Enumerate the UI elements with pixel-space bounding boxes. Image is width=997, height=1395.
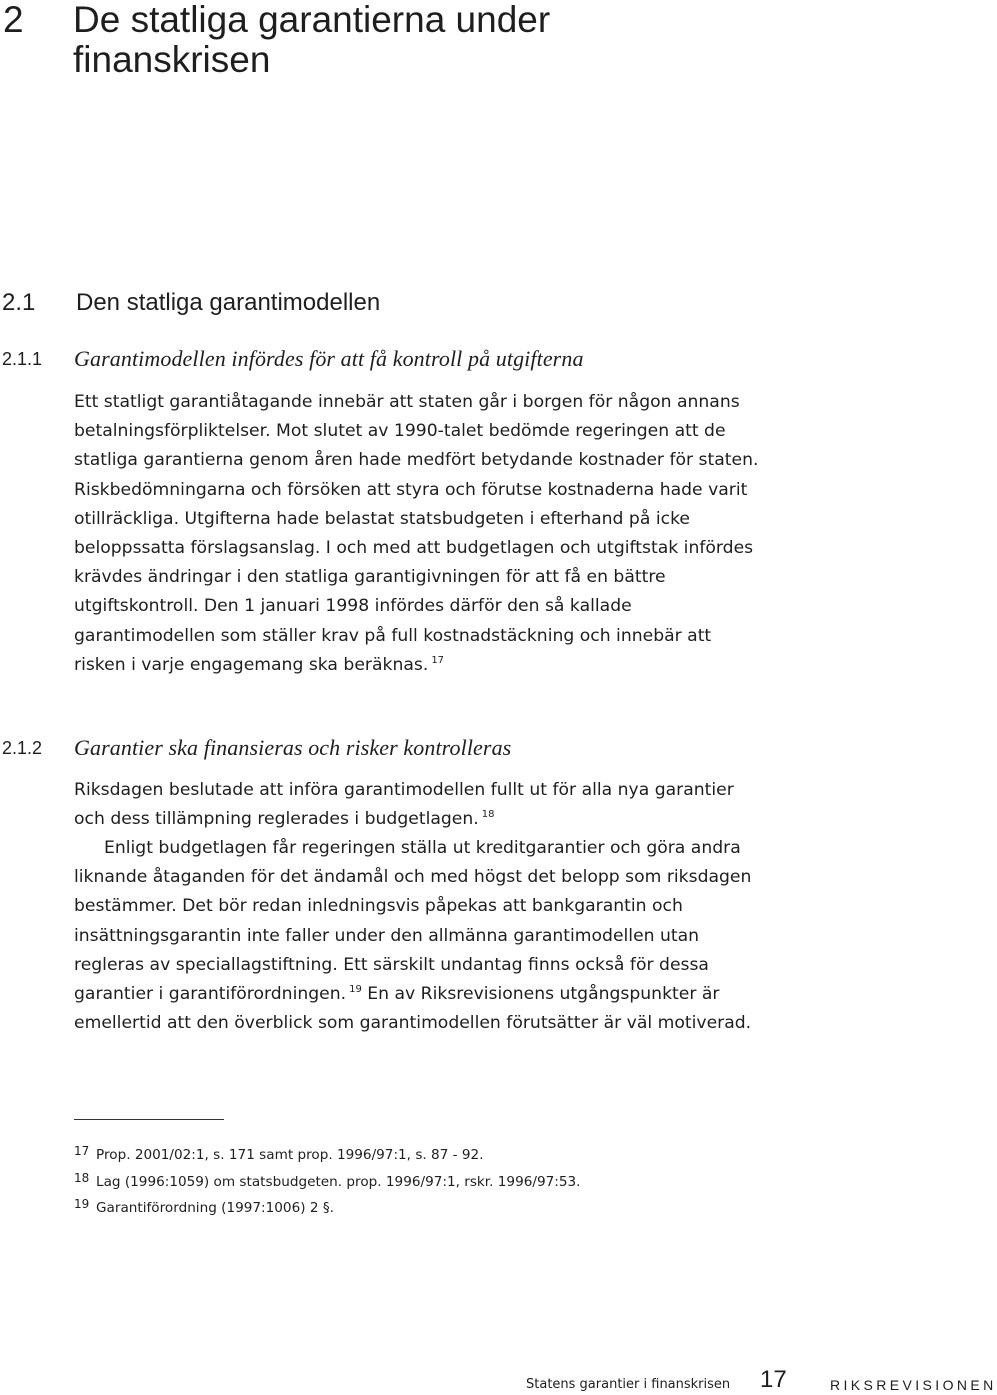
body-paragraph [74,388,764,680]
footnote-divider [74,1119,224,1120]
body-paragraph [74,776,764,834]
footnote-text: Lag (1996:1059) om statsbudgeten. prop. 1996/97:1, rskr. 1996/97:53. [96,1174,581,1190]
paragraph-text: En av Riksrevisionens utgångspunkter är emellertid att den överblick som garantimodellen förutsätter är väl motiverad. [74,984,752,1034]
paragraph-text: Riksdagen beslutade att införa garantimodellen fullt ut för alla nya garantier och dess tillämpning reglerades i budgetlagen. [74,780,734,830]
paragraph-text: Ett statligt garantiåtagande innebär att staten går i borgen för någon annans betalningsförpliktelser. Mot slutet av 1990-talet bedömde regeringen att de statliga garantierna genom åren hade medfört betydande kostnader för staten. Riskbedömningarna och försöken att styra och förutse kostnaderna hade varit otillräckliga. Utgifterna hade belastat statsbudgeten i efterhand på icke beloppssatta förslagsanslag. I och med att budgetlagen och utgiftstak infördes krävdes ändringar i den statliga garantigivningen för att få en bättre utgiftskontroll. Den 1 januari 1998 infördes därför den så kallade garantimodellen som ställer krav på full kostnadstäckning och innebär att risken i varje engagemang ska beräknas. [74,392,759,675]
footnote-text: Prop. 2001/02:1, s. 171 samt prop. 1996/97:1, s. 87 - 92. [96,1147,484,1163]
footnote-reference: 17 [431,654,445,666]
subsection-number: 2.1.1 [2,349,43,369]
footnote-text: Garantiförordning (1997:1006) 2 §. [96,1200,334,1216]
page-number: 17 [760,1366,787,1393]
chapter-title: De statliga garantierna under finanskrisen [73,0,551,80]
footnote-number: 18 [74,1171,90,1185]
brand-wordmark: RIKSREVISIONEN [830,1377,997,1393]
footnote [74,1169,580,1191]
footnote-number: 19 [74,1197,90,1211]
footnote-reference: 19 [349,984,362,996]
section-title: Den statliga garantimodellen [76,289,381,316]
footnote [74,1195,334,1217]
body-paragraph [74,834,764,1038]
footnote-reference: 18 [481,809,495,821]
subsection-title: Garantimodellen infördes för att få kontroll på utgifterna [74,346,584,371]
section-number: 2.1 [2,289,36,316]
paragraph-text: Enligt budgetlagen får regeringen ställa ut kreditgarantier och göra andra liknande åtaganden för det ändamål och med högst det belopp som riksdagen bestämmer. Det bör redan inledningsvis påpekas att bankgarantin och insättningsgarantin inte faller under den allmänna garantimodellen utan regleras av speciallagstiftning. Ett särskilt undantag finns också för dessa garantier i garantiförordningen. [74,838,752,1005]
subsection-title: Garantier ska finansieras och risker kontrolleras [74,735,512,760]
chapter-number: 2 [3,0,24,40]
subsection-number: 2.1.2 [2,738,43,758]
footnote-number: 17 [74,1144,90,1158]
footer-report-title: Statens garantier i finanskrisen [526,1377,731,1392]
footnote [74,1142,484,1164]
